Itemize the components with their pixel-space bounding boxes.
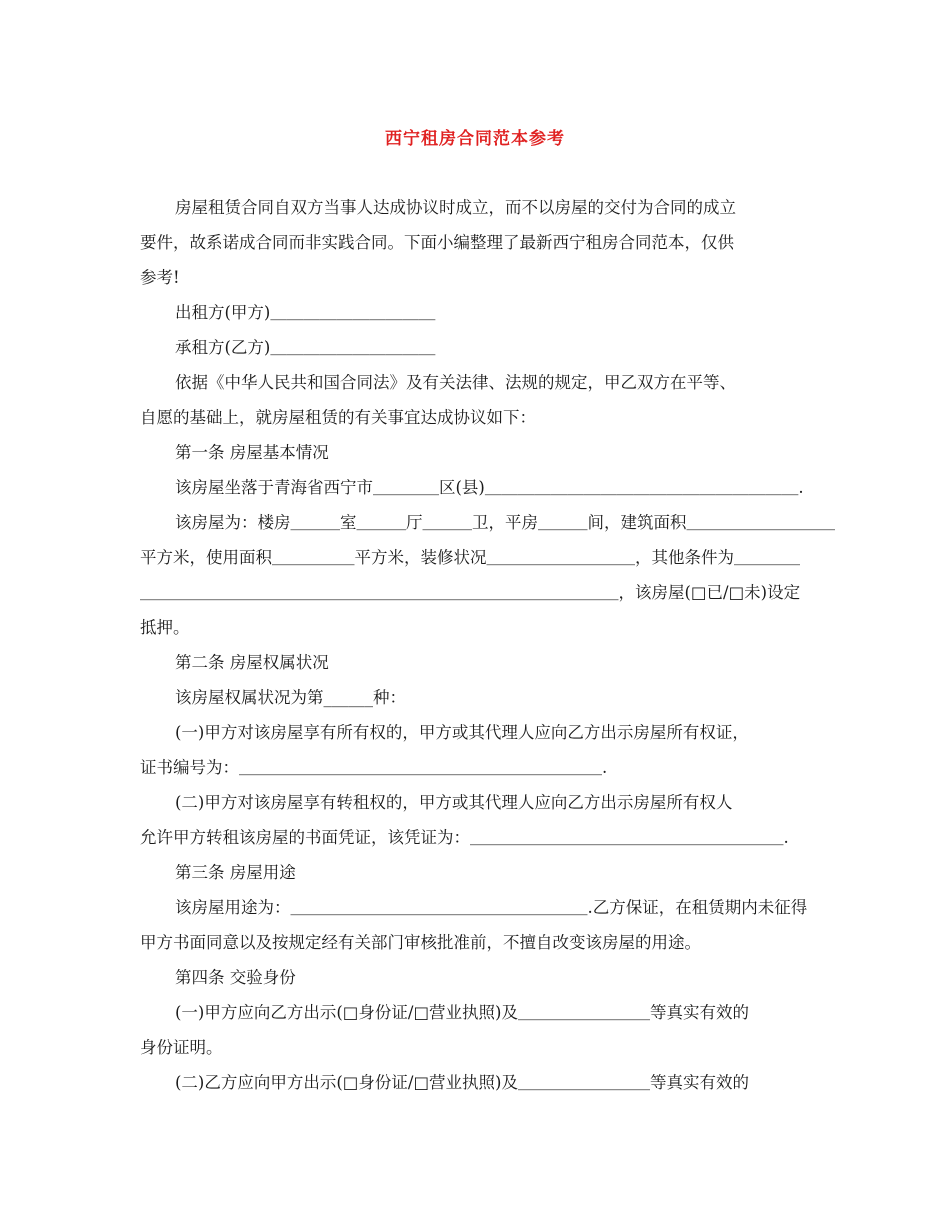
article-heading: 第二条 房屋权属状况 [175, 653, 329, 672]
paragraph-line: 证书编号为：＿＿＿＿＿＿＿＿＿＿＿＿＿＿＿＿＿＿＿＿＿＿. [140, 758, 608, 777]
paragraph-line: 该房屋坐落于青海省西宁市＿＿＿＿区(县)＿＿＿＿＿＿＿＿＿＿＿＿＿＿＿＿＿＿＿. [175, 478, 804, 497]
article-heading: 第四条 交验身份 [175, 968, 296, 987]
paragraph-line: 身份证明。 [140, 1038, 223, 1057]
paragraph-line: (二)乙方应向甲方出示(□身份证/□营业执照)及＿＿＿＿＿＿＿＿等真实有效的 [175, 1073, 749, 1092]
lessor-field: 出租方(甲方)＿＿＿＿＿＿＿＿＿＿ [175, 303, 436, 322]
paragraph-line: 自愿的基础上，就房屋租赁的有关事宜达成协议如下： [140, 408, 536, 427]
lessee-field: 承租方(乙方)＿＿＿＿＿＿＿＿＿＿ [175, 338, 436, 357]
article-heading: 第三条 房屋用途 [175, 863, 296, 882]
paragraph-line: 甲方书面同意以及按规定经有关部门审核批准前，不擅自改变该房屋的用途。 [140, 933, 701, 952]
paragraph-line: 允许甲方转租该房屋的书面凭证，该凭证为：＿＿＿＿＿＿＿＿＿＿＿＿＿＿＿＿＿＿＿. [140, 828, 789, 847]
paragraph-line: 参考! [140, 268, 180, 287]
document-title: 西宁租房合同范本参考 [385, 129, 565, 149]
paragraph-line: 该房屋为：楼房＿＿＿室＿＿＿厅＿＿＿卫，平房＿＿＿间，建筑面积＿＿＿＿＿＿＿＿＿ [175, 513, 835, 532]
paragraph-line: ＿＿＿＿＿＿＿＿＿＿＿＿＿＿＿＿＿＿＿＿＿＿＿＿＿＿＿＿＿，该房屋(□已/□未)设定 [140, 583, 801, 602]
paragraph-line: (一)甲方对该房屋享有所有权的，甲方或其代理人应向乙方出示房屋所有权证， [175, 723, 749, 742]
article-heading: 第一条 房屋基本情况 [175, 443, 329, 462]
paragraph-line: 要件，故系诺成合同而非实践合同。下面小编整理了最新西宁租房合同范本，仅供 [140, 233, 734, 252]
paragraph-line: 该房屋用途为：＿＿＿＿＿＿＿＿＿＿＿＿＿＿＿＿＿＿.乙方保证，在租赁期内未征得 [175, 898, 808, 917]
paragraph-line: 依据《中华人民共和国合同法》及有关法律、法规的规定，甲乙双方在平等、 [175, 373, 736, 392]
paragraph-line: 该房屋权属状况为第______种： [175, 688, 406, 707]
paragraph-line: 平方米，使用面积＿＿＿＿＿平方米，装修状况＿＿＿＿＿＿＿＿＿，其他条件为＿＿＿＿ [140, 548, 800, 567]
document-body [140, 190, 835, 1100]
paragraph-line: 抵押。 [140, 618, 190, 637]
paragraph-line: (一)甲方应向乙方出示(□身份证/□营业执照)及＿＿＿＿＿＿＿＿等真实有效的 [175, 1003, 749, 1022]
paragraph-line: 房屋租赁合同自双方当事人达成协议时成立，而不以房屋的交付为合同的成立 [175, 198, 736, 217]
paragraph-line: (二)甲方对该房屋享有转租权的，甲方或其代理人应向乙方出示房屋所有权人 [175, 793, 733, 812]
